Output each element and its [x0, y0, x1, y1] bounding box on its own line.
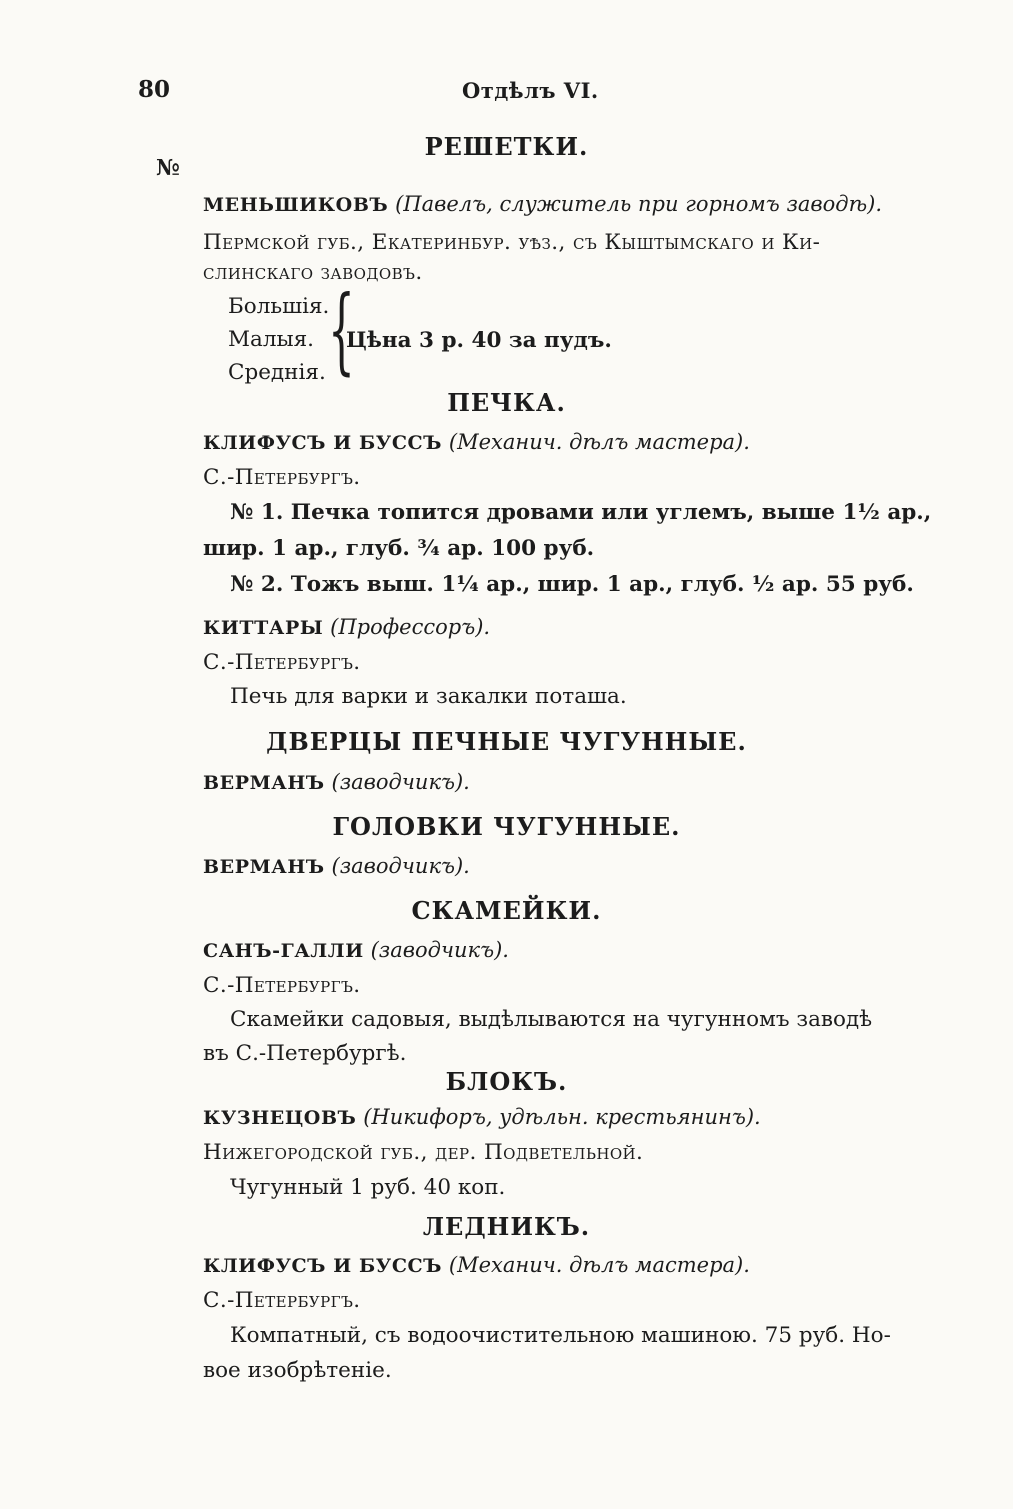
curly-brace: { — [328, 276, 355, 385]
description-text: Скамейки садовыя, выдѣлываются на чугунномъ заводѣ — [230, 1007, 873, 1032]
entrant-note: (Профессоръ). — [330, 615, 491, 639]
entrant-name: МЕНЬШИКОВЪ — [203, 194, 389, 216]
entrant-name: САНЪ-ГАЛЛИ — [203, 940, 364, 962]
entrant-name: КЛИФУСЪ И БУССЪ — [203, 1255, 443, 1277]
city-line: С.-Петербургъ. — [203, 465, 361, 490]
entry-reshetki-header — [203, 192, 882, 217]
section-title-dvertsy: ДВЕРЦЫ ПЕЧНЫЕ ЧУГУННЫЕ. — [266, 727, 747, 756]
entrant-name: КИТТАРЫ — [203, 617, 324, 639]
entrant-note: (Павелъ, служитель при горномъ заводѣ). — [395, 192, 883, 216]
city-line: С.-Петербургъ. — [203, 973, 361, 998]
entrant-name: КЛИФУСЪ И БУССЪ — [203, 432, 443, 454]
price-text: Цѣна 3 р. 40 за пудъ. — [346, 328, 612, 353]
description-text: Компатный, съ водоочистительною машиною. 75 руб. Но- — [230, 1323, 891, 1348]
entry-header — [203, 854, 470, 879]
item-text: шир. 1 ар., глуб. ¾ ар. 100 руб. — [203, 536, 595, 561]
item-list — [228, 290, 329, 389]
section-title-blok: БЛОКЪ. — [445, 1067, 568, 1096]
location-line: Нижегородской губ., дер. Подветельной. — [203, 1140, 644, 1165]
list-item: Малыя. — [228, 327, 314, 352]
entrant-name: ВЕРМАНЪ — [203, 856, 325, 878]
section-title-pechka: ПЕЧКА. — [447, 388, 566, 417]
page-number: 80 — [138, 76, 171, 103]
location-line: слинскаго заводовъ. — [203, 260, 423, 285]
list-item: Большія. — [228, 294, 330, 319]
entry-header — [203, 615, 490, 640]
running-head: Отдѣлъ VI. — [462, 78, 599, 103]
entry-header — [203, 1253, 750, 1278]
section-title-skameyki: СКАМЕЙКИ. — [411, 896, 602, 925]
entrant-name: КУЗНЕЦОВЪ — [203, 1107, 357, 1129]
entry-header — [203, 430, 750, 455]
description-text: въ С.-Петербургѣ. — [203, 1041, 407, 1066]
description-text: Чугунный 1 руб. 40 коп. — [230, 1175, 506, 1200]
item-text: № 2. Тожъ выш. 1¼ ар., шир. 1 ар., глуб. ½ ар. 55 руб. — [230, 572, 914, 597]
section-title-golovki: ГОЛОВКИ ЧУГУННЫЕ. — [332, 812, 681, 841]
entrant-note: (заводчикъ). — [370, 938, 509, 962]
city-line: С.-Петербургъ. — [203, 1288, 361, 1313]
section-title-lednik: ЛЕДНИКЪ. — [422, 1212, 591, 1241]
entrant-note: (заводчикъ). — [331, 770, 470, 794]
entrant-note: (Механич. дѣлъ мастера). — [448, 430, 750, 454]
section-title-reshetki: РЕШЕТКИ. — [424, 132, 589, 161]
entrant-note: (Никифоръ, удѣльн. крестьянинъ). — [363, 1105, 761, 1129]
location-line: Пермской губ., Екатеринбур. уѣз., съ Кыштымскаго и Ки- — [203, 230, 821, 255]
entry-header — [203, 770, 470, 795]
description-text: Печь для варки и закалки поташа. — [230, 684, 627, 709]
entrant-name: ВЕРМАНЪ — [203, 772, 325, 794]
entrant-note: (заводчикъ). — [331, 854, 470, 878]
entry-header — [203, 938, 509, 963]
entry-header — [203, 1105, 761, 1130]
city-line: С.-Петербургъ. — [203, 650, 361, 675]
entrant-note: (Механич. дѣлъ мастера). — [448, 1253, 750, 1277]
item-text: № 1. Печка топится дровами или углемъ, выше 1½ ар., — [230, 500, 932, 525]
list-item: Среднія. — [228, 360, 326, 385]
number-sign: № — [156, 155, 180, 181]
description-text: вое изобрѣтеніе. — [203, 1358, 392, 1383]
